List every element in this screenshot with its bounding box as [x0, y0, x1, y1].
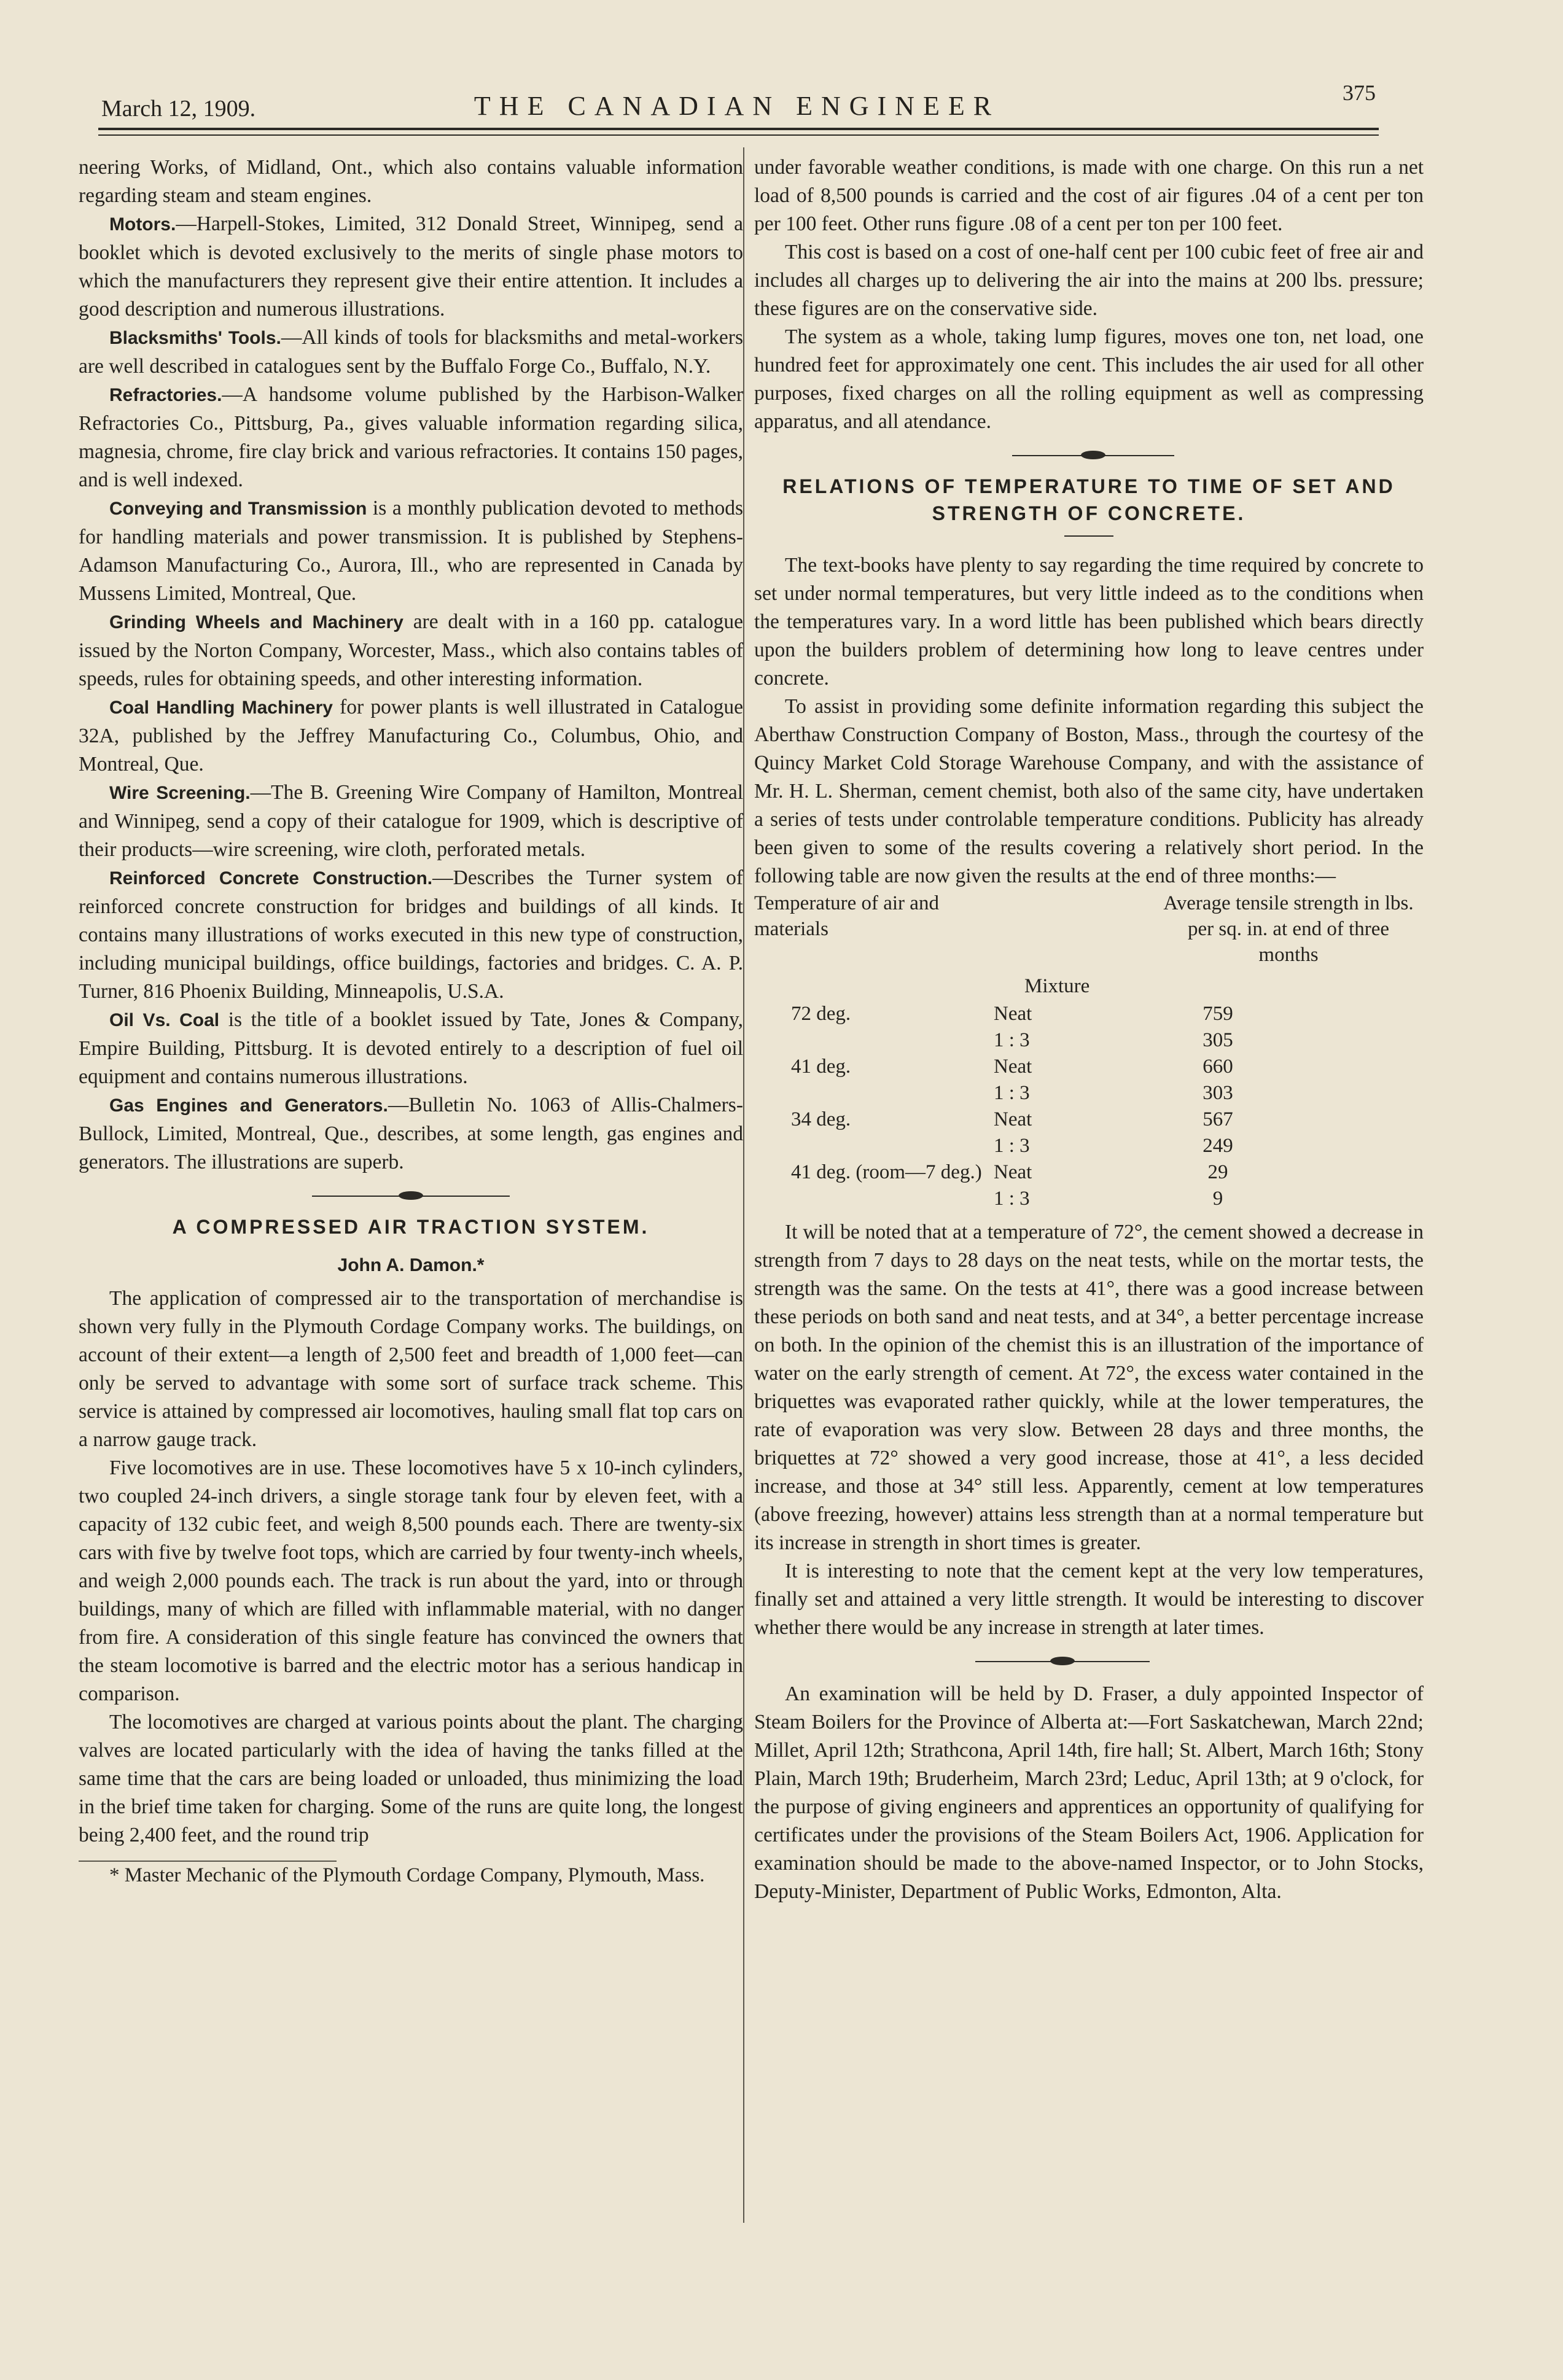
row-mixture: 1 : 3 [994, 1082, 1030, 1104]
article-title-concrete: RELATIONS OF TEMPERATURE TO TIME OF SET AND STRENGTH OF CONCRETE. [782, 475, 1395, 524]
row-strength: 305 [1202, 1029, 1233, 1051]
row-temperature [791, 1133, 994, 1159]
catalogue-entry [79, 779, 743, 864]
opening-paragraph: neering Works, of Midland, Ont., which also contains valuable information regarding steam and steam engines. [79, 156, 743, 207]
footnote: * Master Mechanic of the Plymouth Cordage Company, Plymouth, Mass. [109, 1864, 705, 1886]
row-temperature [791, 1186, 994, 1212]
catalogue-entry [79, 1091, 743, 1176]
article-paragraph: The application of compressed air to the transportation of merchandise is shown very fully in the Plymouth Cordage Company works. The buildings, on account of their extent—a length of 2,500 feet and breadth of 1,000 feet—can only be served to advantage with some sort of surface track scheme. This service is attained by compressed air locomotives, hauling small flat top cars on a narrow gauge track. [79, 1287, 743, 1451]
catalogue-entry [79, 1006, 743, 1091]
article-title-compressed-air: A COMPRESSED AIR TRACTION SYSTEM. [172, 1216, 650, 1238]
row-mixture: Neat [994, 1003, 1032, 1025]
catalogue-entry [79, 608, 743, 693]
catalogue-entry [79, 210, 743, 324]
row-strength: 29 [1207, 1161, 1228, 1183]
catalogue-entry [79, 494, 743, 608]
article-paragraph: It will be noted that at a temperature of 72°, the cement showed a decrease in strength from 7 days to 28 days on the neat tests, while on the mortar tests, the strength was the same. On the tests at 41°, there was a good increase between these periods on both sand and neat tests, and at 34°, a better percentage increase on both. In the opinion of the chemist this is an illustration of the importance of water on the early strength of cement. At 72°, the excess water contained in the briquettes was evaporated rather quickly, while at the lower temperatures, the rate of evaporation was very slow. Between 28 days and three months, the briquettes at 72° showed a very good increase, those at 41°, a less decided increase, and those at 34° still less. Apparently, cement at low temperatures (above freezing, however) attains less strength than at a normal temperature but its increase in strength in short times is greater. [754, 1221, 1424, 1554]
catalogue-entry-text: —A handsome volume published by the Harbison-Walker Refractories Co., Pittsburg, Pa., gives valuable information regarding silica, magnesia, chrome, fire clay brick and various refractories. It contains 150 pages, and is well indexed. [79, 383, 743, 491]
continuation-paragraph: The system as a whole, taking lump figures, moves one ton, net load, one hundred feet for approximately one cent. This includes the air used for all other purposes, fixed charges on all the rolling equipment as well as compressing apparatus, and all atendance. [754, 325, 1424, 433]
section-ornament [754, 1655, 1424, 1668]
catalogue-entry-lead: Grinding Wheels and Machinery [109, 612, 403, 632]
row-mixture: 1 : 3 [994, 1029, 1030, 1051]
catalogue-entry [79, 324, 743, 381]
catalogue-entry-text: —All kinds of tools for blacksmiths and metal-workers are well described in catalogues sent by the Buffalo Forge Co., Buffalo, N.Y. [79, 326, 743, 378]
catalogue-entry-lead: Oil Vs. Coal [109, 1010, 220, 1030]
catalogue-entry-lead: Gas Engines and Generators. [109, 1095, 388, 1116]
catalogue-entry-text: —Describes the Turner system of reinforced concrete construction for bridges and buildings of all kinds. It contains many illustrations of works executed in this new type of construction, including municipal buildings, office buildings, factories and bridges. C. A. P. Turner, 816 Phoenix Building, Minneapolis, U.S.A. [79, 866, 743, 1003]
continuation-paragraph: This cost is based on a cost of one-half cent per 100 cubic feet of free air and includes all charges up to delivering the air into the mains at 200 lbs. pressure; these figures are on the conservative side. [754, 241, 1424, 320]
results-table [791, 1001, 1295, 1212]
row-strength: 9 [1212, 1188, 1223, 1210]
page-number: 375 [1343, 80, 1376, 105]
table-row [791, 1080, 1295, 1106]
article-paragraph: To assist in providing some definite information regarding this subject the Aberthaw Construction Company of Boston, Mass., through the courtesy of the Quincy Market Cold Storage Warehouse Company, and with the assistance of Mr. H. L. Sherman, cement chemist, both also of the same city, have undertaken a series of tests under controlable temperature conditions. Publicity has already been given to some of the results covering a relatively short period. In the following table are now given the results at the end of three months:— [754, 695, 1424, 887]
table-row [791, 1054, 1295, 1080]
publication-title: THE CANADIAN ENGINEER [474, 91, 1000, 121]
article-author: John A. Damon.* [337, 1255, 485, 1275]
issue-date: March 12, 1909. [101, 96, 256, 122]
header-temperature: Temperature of air and materials [754, 892, 939, 940]
table-row [791, 1001, 1295, 1027]
row-strength: 759 [1202, 1003, 1233, 1025]
article-paragraph: Five locomotives are in use. These locomotives have 5 x 10-inch cylinders, two coupled 24-inch drivers, a single storage tank four by eleven feet, with a capacity of 132 cubic feet, and weigh 8,500 pounds each. There are twenty-six cars with five by twelve foot tops, which are carried by four twenty-inch wheels, and weigh 2,000 pounds each. The track is run about the yard, into or through buildings, many of which are filled with inflammable material, with no danger from fire. A consideration of this single feature has convinced the owners that the steam locomotive is barred and the electric motor has a serious handicap in comparison. [79, 1456, 743, 1705]
row-strength: 660 [1202, 1056, 1233, 1078]
catalogue-entry-text: is a monthly publication devoted to methods for handling materials and power transmission. It is published by Stephens-Adamson Manufacturing Co., Aurora, Ill., who are represented in Canada by Mussens Limited, Montreal, Que. [79, 497, 743, 605]
catalogue-entry-text: for power plants is well illustrated in Catalogue 32A, published by the Jeffrey Manufacturing Co., Columbus, Ohio, and Montreal, Que. [79, 696, 743, 776]
table-row [791, 1186, 1295, 1212]
catalogue-entry-lead: Motors. [109, 214, 176, 235]
row-temperature: 72 deg. [791, 1003, 851, 1025]
table-row [791, 1106, 1295, 1133]
catalogue-entry-text: —The B. Greening Wire Company of Hamilton, Montreal and Winnipeg, send a copy of their catalogue for 1909, which is descriptive of their products—wire screening, wire cloth, perforated metals. [79, 781, 744, 861]
catalogue-entry [79, 381, 743, 494]
section-ornament [79, 1190, 743, 1202]
header-strength: Average tensile strength in lbs. per sq. in. at end of three months [1163, 892, 1414, 966]
table-row [791, 1027, 1295, 1054]
catalogue-entry-lead: Conveying and Transmission [109, 499, 367, 519]
row-temperature: 41 deg. (room—7 deg.) [791, 1161, 982, 1183]
header-mixture: Mixture [1024, 975, 1090, 997]
column-divider [743, 147, 744, 2223]
row-temperature: 41 deg. [791, 1056, 851, 1078]
table-row [791, 1133, 1295, 1159]
header-rule [98, 128, 1379, 130]
catalogue-entries [79, 210, 743, 1176]
row-strength: 567 [1202, 1108, 1233, 1130]
row-temperature [791, 1027, 994, 1054]
row-mixture: Neat [994, 1056, 1032, 1078]
row-mixture: 1 : 3 [994, 1188, 1030, 1210]
catalogue-entry [79, 693, 743, 779]
header-rule-thin [98, 134, 1379, 136]
catalogue-entry [79, 864, 743, 1006]
row-strength: 303 [1202, 1082, 1233, 1104]
row-mixture: Neat [994, 1108, 1032, 1130]
row-strength: 249 [1202, 1135, 1233, 1157]
row-mixture: Neat [994, 1161, 1032, 1183]
catalogue-entry-text: is the title of a booklet issued by Tate, Jones & Company, Empire Building, Pittsburg. It is devoted entirely to a description of fuel oil equipment and contains numerous illustrations. [79, 1008, 743, 1088]
article-paragraph: It is interesting to note that the cement kept at the very low temperatures, finally set and attained a very little strength. It would be interesting to discover whether there would be any increase in strength at later times. [754, 1560, 1424, 1639]
section-ornament [754, 449, 1424, 462]
article-paragraph: The locomotives are charged at various points about the plant. The charging valves are located particularly with the idea of having the tanks filled at the same time that the cars are being loaded or unloaded, thus minimizing the load in the brief time taken for charging. Some of the runs are quite long, the longest being 2,400 feet, and the round trip [79, 1711, 743, 1846]
table-row [791, 1159, 1295, 1186]
row-temperature [791, 1080, 994, 1106]
row-mixture: 1 : 3 [994, 1135, 1030, 1157]
catalogue-entry-lead: Refractories. [109, 385, 222, 405]
catalogue-entry-lead: Wire Screening. [109, 783, 251, 803]
right-column [754, 154, 1424, 1906]
examination-notice: An examination will be held by D. Fraser, a duly appointed Inspector of Steam Boilers for the Province of Alberta at:—Fort Saskatchewan, March 22nd; Millet, April 12th; Strathcona, April 14th, fire hall; St. Albert, March 16th; Stony Plain, March 19th; Bruderheim, March 23rd; Leduc, April 13th; at 9 o'clock, for the purpose of giving engineers and apprentices an opportunity of qualifying for certificates under the provisions of the Steam Boilers Act, 1906. Application for examination should be made to the above-named Inspector, or to John Stocks, Deputy-Minister, Department of Public Works, Edmonton, Alta. [754, 1682, 1424, 1903]
catalogue-entry-text: —Harpell-Stokes, Limited, 312 Donald Street, Winnipeg, send a booklet which is devoted exclusively to the merits of single phase motors to which the manufacturers they represent give their entire attention. It includes a good description and numerous illustrations. [79, 212, 743, 321]
row-temperature: 34 deg. [791, 1108, 851, 1130]
article-paragraph: The text-books have plenty to say regarding the time required by concrete to set under normal temperatures, but very little indeed as to the conditions when the temperatures vary. In a word little has been published which bears directly upon the builders problem of determining how long to leave centres under concrete. [754, 554, 1424, 690]
results-table-header [754, 890, 1424, 1001]
continuation-paragraph: under favorable weather conditions, is made with one charge. On this run a net load of 8,500 pounds is carried and the cost of air figures .04 of a cent per ton per 100 feet. Other runs figure .08 of a cent per ton per 100 feet. [754, 156, 1424, 235]
catalogue-entry-text: are dealt with in a 160 pp. catalogue issued by the Norton Company, Worcester, Mass., which also contains tables of speeds, rules for obtaining speeds, and other interesting information. [79, 610, 743, 690]
left-column [79, 154, 743, 1889]
title-rule [1064, 535, 1113, 537]
catalogue-entry-lead: Reinforced Concrete Construction. [109, 868, 433, 889]
catalogue-entry-lead: Blacksmiths' Tools. [109, 328, 281, 348]
catalogue-entry-text: —Bulletin No. 1063 of Allis-Chalmers-Bullock, Limited, Montreal, Que., describes, at some length, gas engines and generators. The illustrations are superb. [79, 1094, 743, 1173]
catalogue-entry-lead: Coal Handling Machinery [109, 698, 333, 718]
